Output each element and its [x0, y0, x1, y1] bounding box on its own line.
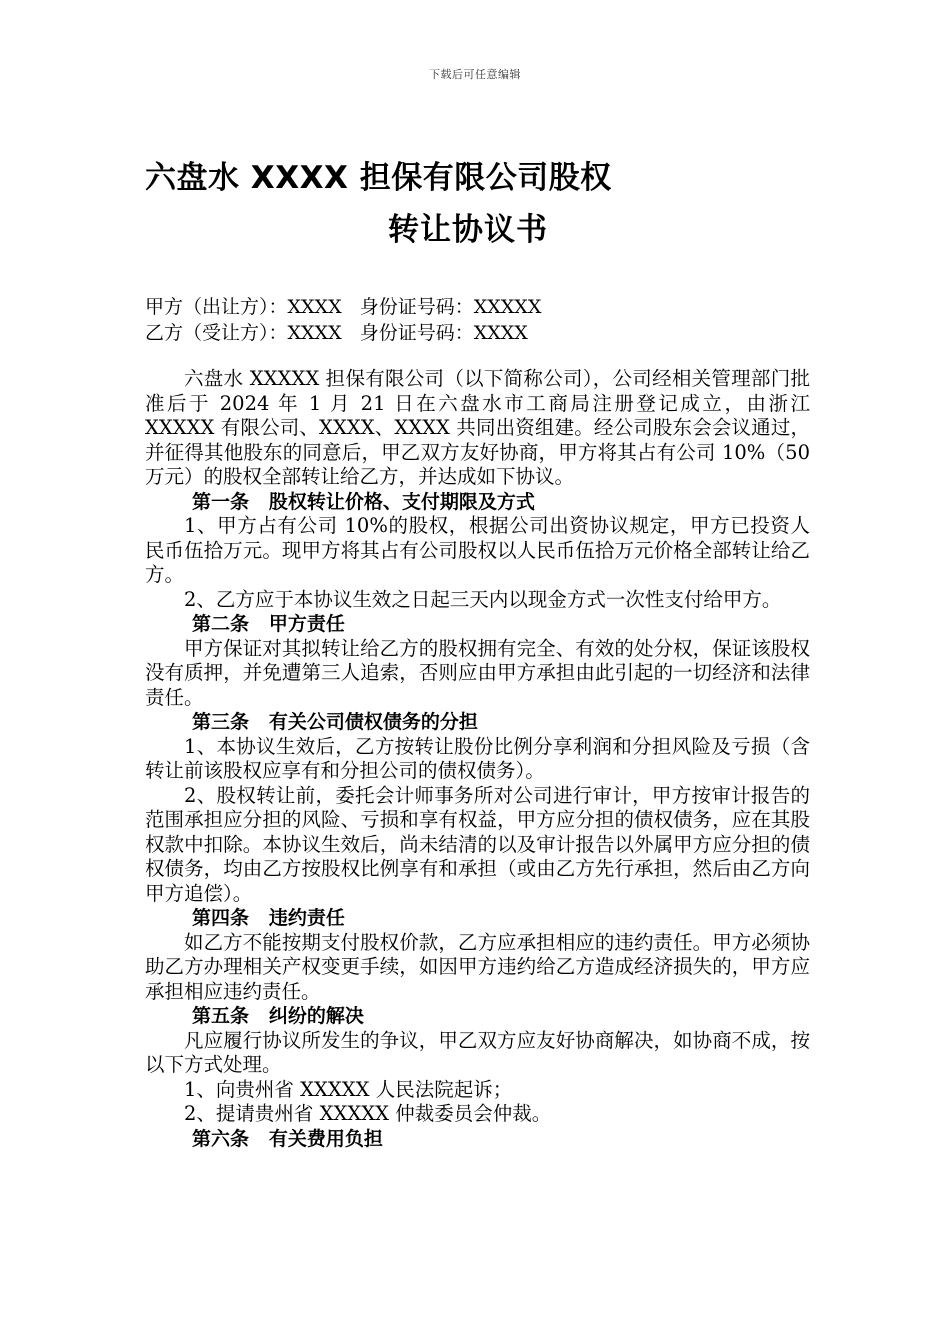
party-b-line: 乙方（受让方）：XXXX 身份证号码：XXXX: [145, 322, 528, 344]
article-heading: 第一条 股权转让价格、支付期限及方式: [192, 490, 535, 513]
article-heading: 第四条 违约责任: [192, 907, 345, 929]
article-paragraph: 甲方保证对其拟转让给乙方的股权拥有完全、有效的处分权，保证该股权没有质押，并免遭第三人追索，否则应由甲方承担由此引起的一切经济和法律责任。: [145, 636, 810, 709]
party-a-line: 甲方（出让方）：XXXX 身份证号码：XXXXX: [145, 296, 542, 318]
article-paragraph: 1、本协议生效后，乙方按转让股份比例分享利润和分担风险及亏损（含转让前该股权应享有和分担公司的债权债务）。: [145, 734, 810, 782]
article-paragraph: 凡应履行协议所发生的争议，甲乙双方应友好协商解决，如协商不成，按以下方式处理。: [145, 1028, 810, 1076]
article-paragraph: 如乙方不能按期支付股权价款，乙方应承担相应的违约责任。甲方必须协助乙方办理相关产权变更手续，如因甲方违约给乙方造成经济损失的，甲方应承担相应违约责任。: [145, 930, 810, 1003]
agreement-body: [145, 367, 810, 1151]
article-paragraph: 2、提请贵州省 XXXXX 仲裁委员会仲裁。: [184, 1102, 552, 1125]
article-paragraph: 1、向贵州省 XXXXX 人民法院起诉；: [184, 1077, 513, 1101]
intro-paragraph: 六盘水 XXXXX 担保有限公司（以下简称公司），公司经相关管理部门批准后于 2024 年 1 月 21 日在六盘水市工商局注册登记成立，由浙江 XXXXX 有限公司、XXXX、XXXX 共同出资组建。经公司股东会会议通过，并征得其他股东的同意后，甲乙双方友好协商，甲方将其占有公司 10%（50 万元）的股权全部转让给乙方，并达成如下协议。: [145, 367, 810, 488]
article-paragraph: 2、股权转让前，委托会计师事务所对公司进行审计，甲方按审计报告的范围承担应分担的风险、亏损和享有权益，甲方应分担的债权债务，应在其股权款中扣除。本协议生效后，尚未结清的以及审计报告以外属甲方应分担的债权债务，均由乙方按股权比例享有和承担（或由乙方先行承担，然后由乙方向甲方追偿）。: [145, 783, 810, 905]
article-paragraph: 1、甲方占有公司 10%的股权，根据公司出资协议规定，甲方已投资人民币伍拾万元。现甲方将其占有公司股权以人民币伍拾万元价格全部转让给乙方。: [145, 514, 810, 586]
article-heading: 第三条 有关公司债权债务的分担: [192, 711, 478, 733]
article-heading: 第二条 甲方责任: [192, 613, 345, 635]
article-heading: 第五条 纠纷的解决: [192, 1005, 364, 1027]
header-note: 下载后可任意编辑: [429, 68, 521, 81]
document-title-line-2: 转让协议书: [388, 212, 548, 248]
article-heading: 第六条 有关费用负担: [192, 1127, 383, 1150]
document-title-line-1: 六盘水 XXXX 担保有限公司股权: [145, 160, 612, 196]
article-paragraph: 2、乙方应于本协议生效之日起三天内以现金方式一次性支付给甲方。: [184, 587, 782, 611]
